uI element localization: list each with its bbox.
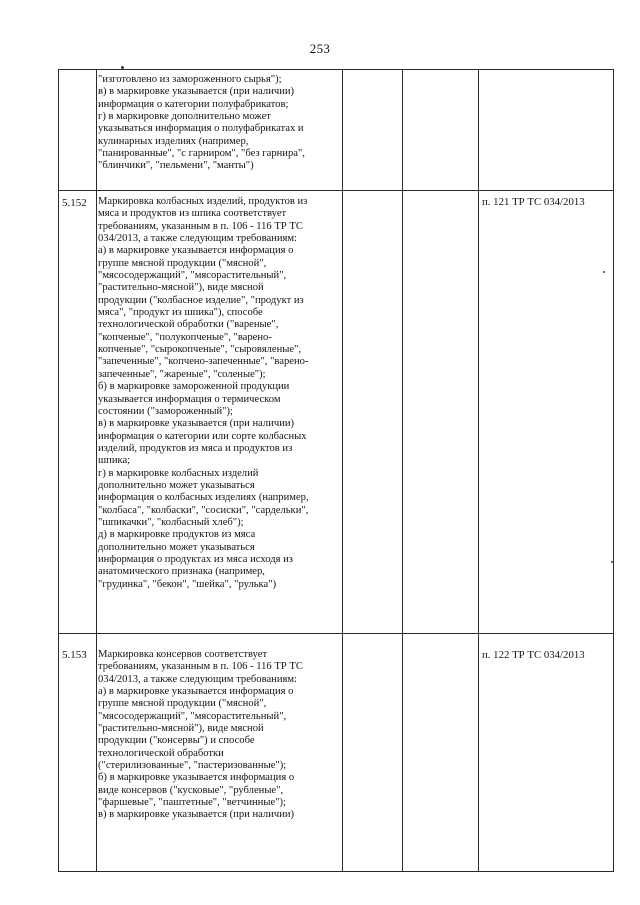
scan-speck	[603, 271, 605, 273]
row-divider	[58, 190, 614, 191]
normative-reference: п. 121 ТР ТС 034/2013	[482, 196, 585, 208]
page-number: 253	[309, 41, 331, 56]
row-number: 5.153	[62, 649, 87, 661]
row-number: 5.152	[62, 197, 87, 209]
table-right-border	[613, 69, 614, 872]
requirement-text: Маркировка консервов соответствует требованиям, указанным в п. 106 - 116 ТР ТС 034/2013, а также следующим требованиям: а) в маркировке указывается информация о группе мясной продукции ("мясной", "мясосодержащий", "мясорастительный", "растительно-мясной"), виде мясной продукции ("консервы") и способе технологической обработки ("стерилизованные", "пастеризованные"); б) в маркировке указывается информация о виде консервов ("кусковые", "рубленые", "фаршевые", "паштетные", "ветчинные"); в) в маркировке указывается (при наличии)	[98, 649, 303, 821]
requirement-text: Маркировка колбасных изделий, продуктов из мяса и продуктов из шпика соответствует требованиям, указанным в п. 106 - 116 ТР ТС 034/2013, а также следующим требованиям: а) в маркировке указывается информация о группе мясной продукции ("мясной", "мясосодержащий", "мясорастительный", "растительно-мясной"), виде мясной продукции ("колбасное изделие", "продукт из мяса", "продукт из шпика"), способе технологической обработки ("вареные", "копченые", "полукопченые", "варено- копченые", "сырокопченые", "сыровяленые", "запеченные", "копчено-запеченные", "варено- запеченные", "жареные", "соленые"); б) в маркировке замороженной продукции указывается информация о термическом состоянии ("замороженный"); в) в маркировке указывается (при наличии) информация о категории или сорте колбасных изделий, продуктов из мяса и продуктов из шпика; г) в маркировке колбасных изделий дополнительно может указываться информация о колбасных изделиях (например, "колбаса", "колбаски", "сосиски", "сардельки", "шпикачки", "колбасный хлеб"); д) в маркировке продуктов из мяса дополнительно может указываться информация о продуктах из мяса исходя из анатомического признака (например, "грудинка", "бекон", "шейка", "рулька")	[98, 196, 309, 590]
table-left-border	[58, 69, 59, 872]
column-divider	[402, 69, 403, 872]
column-divider	[342, 69, 343, 872]
scan-speck	[121, 66, 124, 69]
normative-reference: п. 122 ТР ТС 034/2013	[482, 649, 585, 661]
row-divider	[58, 633, 614, 634]
column-divider	[478, 69, 479, 872]
table-bottom-border	[58, 871, 614, 872]
scan-speck	[611, 561, 613, 563]
table-top-border	[58, 69, 614, 70]
requirement-text: "изготовлено из замороженного сырья"); в) в маркировке указывается (при наличии) информация о категории полуфабрикатов; г) в маркировке дополнительно может указываться информация о полуфабрикатах и кулинарных изделиях (например, "панированные", "с гарниром", "без гарнира", "блинчики", "пельмени", "манты")	[98, 74, 305, 172]
column-divider	[96, 69, 97, 872]
